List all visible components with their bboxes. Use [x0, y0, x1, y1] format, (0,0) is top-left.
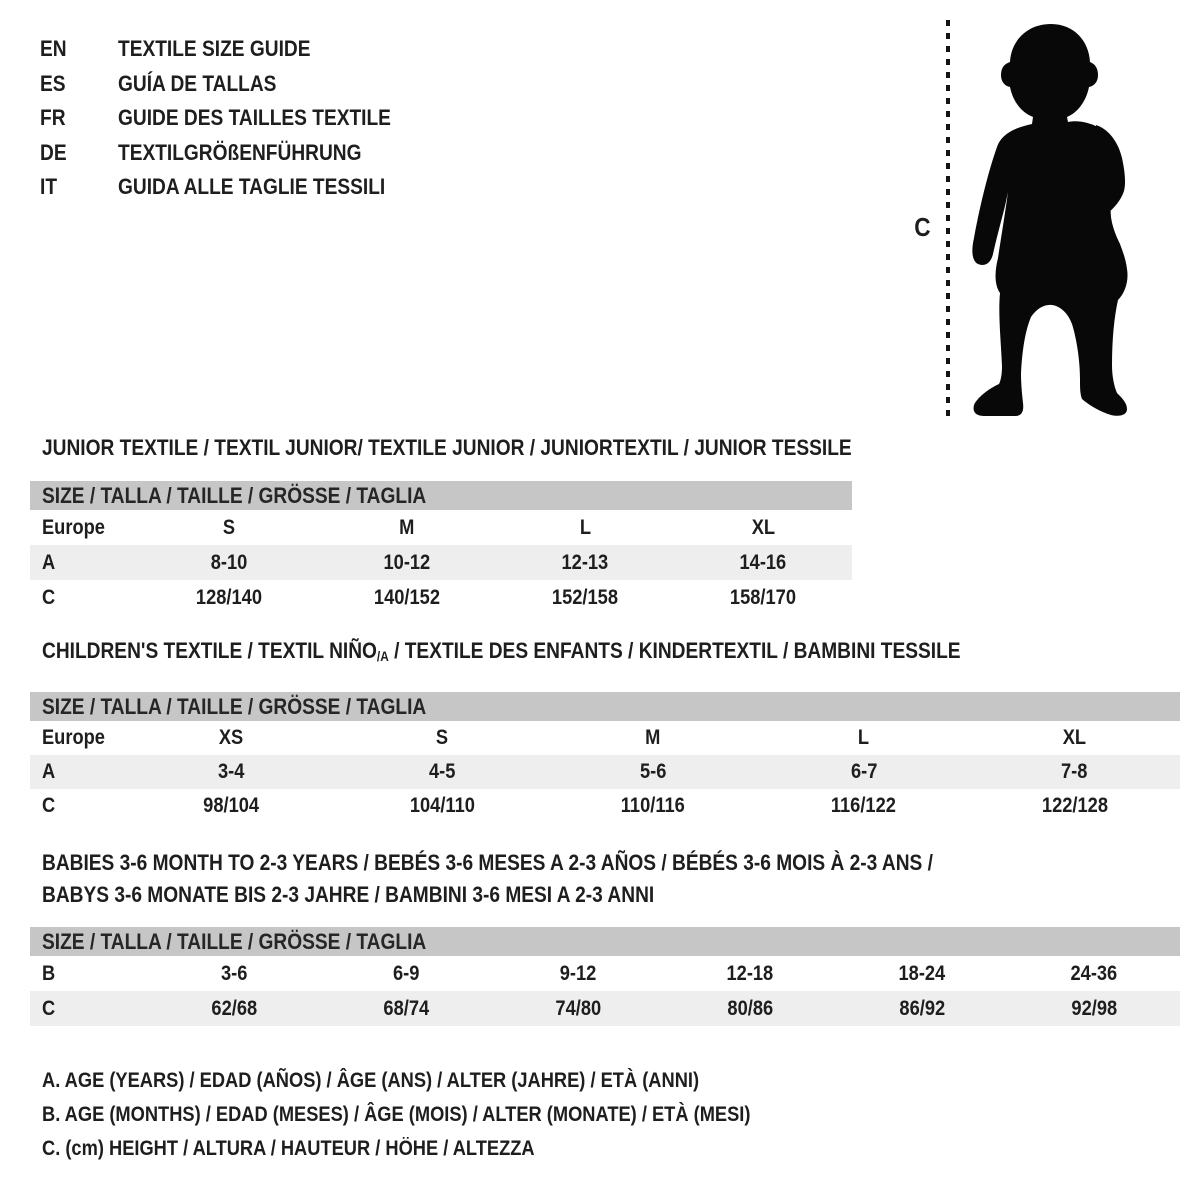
- size-cell: 152/158: [551, 585, 619, 609]
- size-cell: 14-16: [739, 550, 787, 574]
- language-row: [40, 67, 432, 102]
- size-cell: 7-8: [1061, 760, 1088, 783]
- title-subscript: /A: [376, 649, 389, 664]
- size-cell: 68/74: [383, 996, 429, 1020]
- height-measure-line: [946, 20, 950, 416]
- size-cell: M: [645, 726, 661, 749]
- language-title: GUÍA DE TALLAS: [118, 70, 277, 96]
- size-cell: 62/68: [211, 996, 257, 1020]
- size-cell: 80/86: [727, 996, 773, 1020]
- size-header-band: SIZE / TALLA / TAILLE / GRÖSSE / TAGLIA: [30, 927, 1180, 956]
- size-cell: 6-9: [392, 961, 420, 985]
- language-title: GUIDA ALLE TAGLIE TESSILI: [118, 174, 386, 200]
- babies-row-height: [30, 991, 1180, 1026]
- size-cell: 5-6: [639, 760, 667, 783]
- size-cell: 92/98: [1071, 996, 1117, 1020]
- babies-row-months: [30, 956, 1180, 991]
- size-cell: 4-5: [428, 760, 456, 783]
- size-cell: L: [858, 726, 870, 749]
- language-code: EN: [40, 36, 67, 62]
- size-cell: 86/92: [899, 996, 945, 1020]
- size-cell: 104/110: [409, 794, 475, 817]
- junior-row-height: [30, 580, 852, 615]
- row-label: Europe: [42, 515, 105, 539]
- size-cell: 3-4: [218, 760, 245, 783]
- legend-line-a: A. AGE (YEARS) / EDAD (AÑOS) / ÂGE (ANS) / ALTER (JAHRE) / ETÀ (ANNI): [42, 1069, 700, 1092]
- children-section-title: CHILDREN'S TEXTILE / TEXTIL NIÑO/A / TEXTILE DES ENFANTS / KINDERTEXTIL / BAMBINI TESSILE: [42, 638, 961, 664]
- legend-line-c: C. (cm) HEIGHT / ALTURA / HAUTEUR / HÖHE / ALTEZZA: [42, 1137, 535, 1160]
- size-cell: 10-12: [383, 550, 431, 574]
- language-row: [40, 170, 432, 205]
- size-cell: 18-24: [898, 961, 946, 985]
- language-row: [40, 136, 432, 171]
- size-cell: XL: [751, 515, 775, 539]
- size-cell: 8-10: [210, 550, 248, 574]
- language-title: TEXTILGRÖßENFÜHRUNG: [118, 139, 362, 165]
- children-row-age: [30, 755, 1180, 789]
- size-cell: 110/116: [620, 794, 685, 817]
- language-title-list: [40, 32, 432, 205]
- row-label: A: [42, 760, 56, 783]
- language-code: ES: [40, 70, 66, 96]
- row-label: C: [42, 996, 56, 1020]
- language-row: [40, 32, 432, 67]
- language-code: IT: [40, 174, 58, 200]
- children-row-height: [30, 789, 1180, 823]
- baby-silhouette-icon: [960, 22, 1144, 422]
- size-cell: 140/152: [373, 585, 441, 609]
- size-header-band: SIZE / TALLA / TAILLE / GRÖSSE / TAGLIA: [30, 481, 852, 510]
- babies-size-table: [30, 927, 1180, 1026]
- size-cell: 12-18: [726, 961, 774, 985]
- language-title: GUIDE DES TAILLES TEXTILE: [118, 105, 391, 131]
- size-cell: XL: [1062, 726, 1087, 749]
- size-cell: 158/170: [729, 585, 797, 609]
- size-cell: 24-36: [1070, 961, 1118, 985]
- size-cell: 98/104: [203, 794, 260, 817]
- language-row: [40, 101, 432, 136]
- babies-section-title-line1: BABIES 3-6 MONTH TO 2-3 YEARS / BEBÉS 3-6 MESES A 2-3 AÑOS / BÉBÉS 3-6 MOIS À 2-3 ANS /: [42, 850, 933, 875]
- size-cell: 122/128: [1041, 794, 1108, 817]
- size-cell: L: [579, 515, 591, 539]
- size-header-band: SIZE / TALLA / TAILLE / GRÖSSE / TAGLIA: [30, 692, 1180, 721]
- size-cell: 9-12: [559, 961, 597, 985]
- language-title: TEXTILE SIZE GUIDE: [118, 36, 311, 62]
- size-cell: 3-6: [220, 961, 248, 985]
- size-cell: 116/122: [831, 794, 897, 817]
- height-measure-label: C: [913, 212, 931, 242]
- row-label: C: [42, 585, 56, 609]
- size-cell: 6-7: [850, 760, 877, 783]
- children-row-europe: [30, 721, 1180, 755]
- row-label: B: [42, 961, 56, 985]
- babies-section-title-line2: BABYS 3-6 MONATE BIS 2-3 JAHRE / BAMBINI 3-6 MESI A 2-3 ANNI: [42, 882, 655, 907]
- row-label: Europe: [42, 726, 105, 749]
- junior-section-title: JUNIOR TEXTILE / TEXTIL JUNIOR/ TEXTILE JUNIOR / JUNIORTEXTIL / JUNIOR TESSILE: [42, 435, 852, 460]
- size-cell: 12-13: [561, 550, 609, 574]
- row-label: A: [42, 550, 56, 574]
- size-cell: XS: [219, 726, 244, 749]
- junior-row-age: [30, 545, 852, 580]
- size-cell: S: [436, 726, 449, 749]
- row-label: C: [42, 794, 56, 817]
- size-cell: M: [399, 515, 415, 539]
- junior-size-table: [30, 481, 852, 615]
- measurement-legend: [42, 1064, 856, 1166]
- junior-row-europe: [30, 510, 852, 545]
- children-size-table: [30, 692, 1180, 823]
- size-cell: 128/140: [195, 585, 263, 609]
- legend-line-b: B. AGE (MONTHS) / EDAD (MESES) / ÂGE (MOIS) / ALTER (MONATE) / ETÀ (MESI): [42, 1103, 751, 1126]
- language-code: FR: [40, 105, 66, 131]
- size-cell: S: [222, 515, 236, 539]
- language-code: DE: [40, 139, 67, 165]
- size-cell: 74/80: [555, 996, 601, 1020]
